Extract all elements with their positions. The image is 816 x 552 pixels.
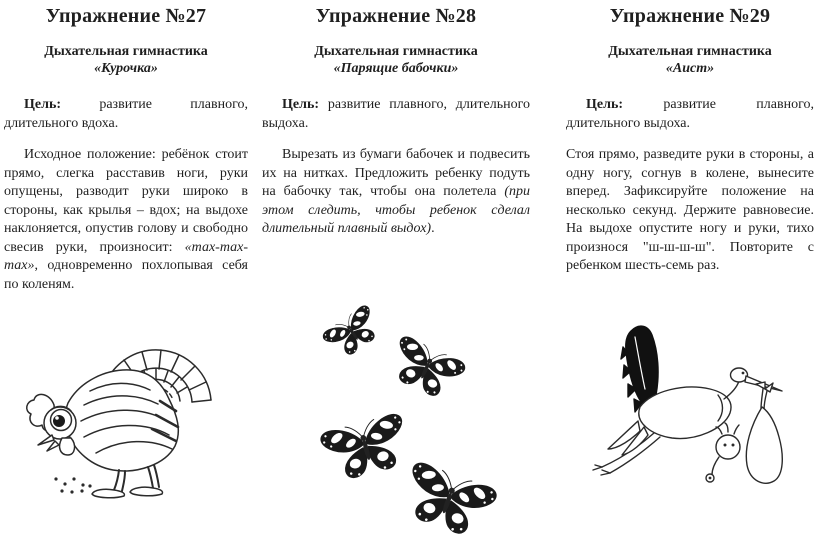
grain-dots — [54, 477, 91, 493]
exercise-section: Дыхательная гимнастика — [314, 44, 478, 59]
instructions-paragraph — [4, 146, 248, 294]
goal-text: развитие плавного, длительного вдоха. — [4, 97, 248, 131]
instructions-paragraph — [262, 146, 530, 239]
instructions-text-end: , одновременно похлопывая себя по коленям. — [4, 258, 248, 292]
hen-beak — [38, 435, 54, 445]
goal-label: Цель: — [282, 97, 320, 112]
hen-drawing — [24, 343, 220, 511]
stork-drawing — [576, 323, 808, 505]
goal-label: Цель: — [586, 97, 624, 112]
exercise-title: Упражнение №28 — [315, 5, 477, 27]
exercise-name: «Парящие бабочки» — [333, 61, 459, 76]
hen-illustration — [24, 343, 220, 511]
goal-paragraph — [566, 96, 814, 133]
goal-text: развитие плавного, длительного выдоха. — [262, 97, 530, 131]
exercise-title: Упражнение №29 — [609, 5, 771, 27]
instructions-italic-text: (при этом следить, чтобы ребенок сделал длительный плавный выдох) — [262, 184, 530, 236]
hen-body — [65, 370, 178, 471]
butterfly-4-icon — [398, 461, 499, 542]
hen-wattle — [60, 438, 75, 455]
goal-paragraph — [4, 96, 248, 133]
instructions-text: Стоя прямо, разведите руки в стороны, а одну ногу, согнув в колене, вынесите вперед. Зафиксируйте положение на несколько секунд. Держите равновесие. На выдохе опустите ногу и руки, тихо произнося "ш-ш-ш-ш". Повторите с ребенком шесть-семь раз. — [566, 147, 814, 273]
exercise-name: «Курочка» — [94, 61, 158, 76]
exercise-title: Упражнение №27 — [45, 5, 207, 27]
instructions-paragraph — [566, 146, 814, 276]
exercise-column-28 — [262, 0, 530, 552]
butterflies-drawing — [290, 293, 500, 550]
exercise-section: Дыхательная гимнастика — [44, 44, 208, 59]
goal-label: Цель: — [24, 97, 62, 112]
exercise-name: «Аист» — [665, 61, 715, 76]
baby-bundle — [746, 382, 782, 483]
instructions-text-end: . — [431, 221, 435, 236]
butterfly-3-icon — [319, 412, 413, 483]
goal-paragraph — [262, 96, 530, 133]
stork-illustration — [576, 323, 808, 505]
instructions-italic-text: «тах-тах-тах» — [4, 239, 248, 273]
butterfly-1-icon — [321, 304, 385, 363]
butterflies-illustration — [290, 293, 500, 550]
goal-text: развитие плавного, длительного выдоха. — [566, 97, 814, 131]
instructions-text: Исходное положение: ребёнок стоит прямо, слегка расставив ноги, руки опущены, разводит руки широко в стороны, как крылья – вдох; на выдохе наклоняется, опустив голову и свободно свесив руки, произносит: — [4, 147, 248, 255]
instructions-text: Вырезать из бумаги бабочек и подвесить их на нитках. Предложить ребенку подуть на бабочку так, чтобы она полетела — [262, 147, 530, 199]
stork-tail — [608, 421, 648, 455]
exercise-column-29 — [566, 0, 814, 552]
exercise-column-27 — [4, 0, 248, 552]
exercise-section: Дыхательная гимнастика — [608, 44, 772, 59]
butterfly-2-icon — [385, 335, 467, 404]
